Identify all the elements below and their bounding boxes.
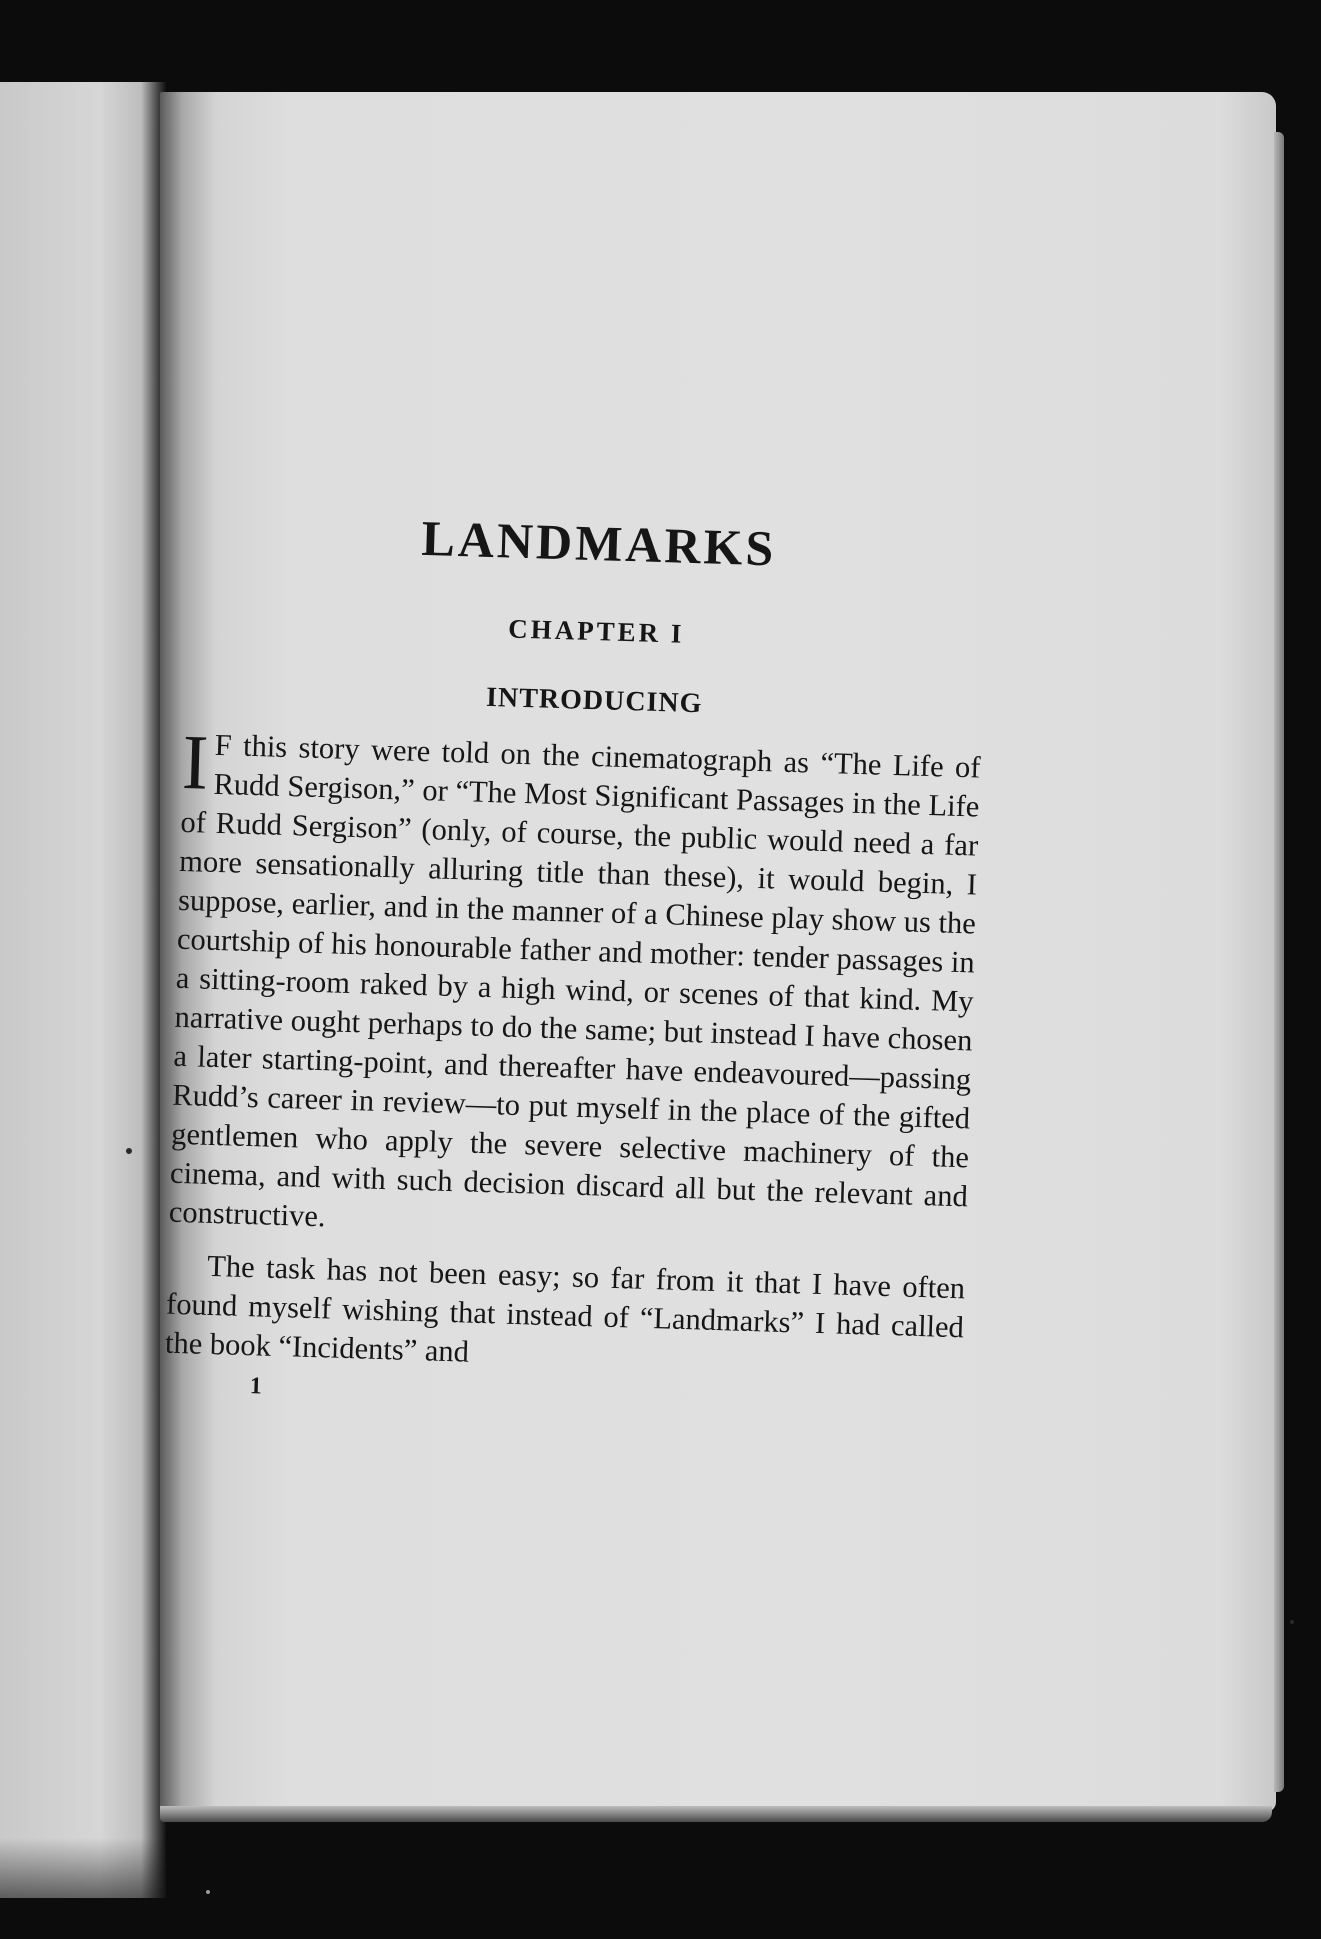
dust-speck xyxy=(1290,1620,1294,1624)
opening-paragraph xyxy=(168,717,981,1255)
drop-cap: I xyxy=(181,717,210,806)
facing-page xyxy=(0,82,166,1898)
page-fore-edge xyxy=(1274,132,1284,1792)
page-number: 1 xyxy=(249,1373,263,1400)
chapter-number: CHAPTER I xyxy=(507,613,685,649)
book-page xyxy=(160,92,1276,1812)
page-bottom-edge xyxy=(160,1806,1272,1822)
second-paragraph: The task has not been easy; so far from it that I have often found myself wishing that instead of “Landmarks” I had called the book “Incidents” and xyxy=(164,1248,966,1369)
page-text-block xyxy=(163,502,989,1421)
facing-page-shadow xyxy=(0,1838,166,1898)
opening-paragraph-text: F this story were told on the cinematograph as “The Life of Rudd Sergison,” or “The Most Significant Passages in the Life of Rudd Sergison” (only, of course, the public would need a far more sensationally alluring title than these), it would begin, I suppose, earlier, and in the manner of a Chinese play show us the courtship of his honourable father and mother: tender passages in a sitting-room raked by a high wind, or scenes of that kind. My narrative ought perhaps to do the same; but instead I have chosen a later starting-point, and thereafter have endeavoured—passing Rudd’s career in review—to put myself in the place of the gifted gentlemen who apply the severe selective machinery of the cinema, and with such decision discard all but the relevant and constructive. xyxy=(168,727,981,1234)
chapter-title: INTRODUCING xyxy=(485,681,703,720)
book-title: LANDMARKS xyxy=(420,509,778,577)
dust-speck xyxy=(126,1148,132,1154)
dust-speck xyxy=(206,1890,210,1894)
